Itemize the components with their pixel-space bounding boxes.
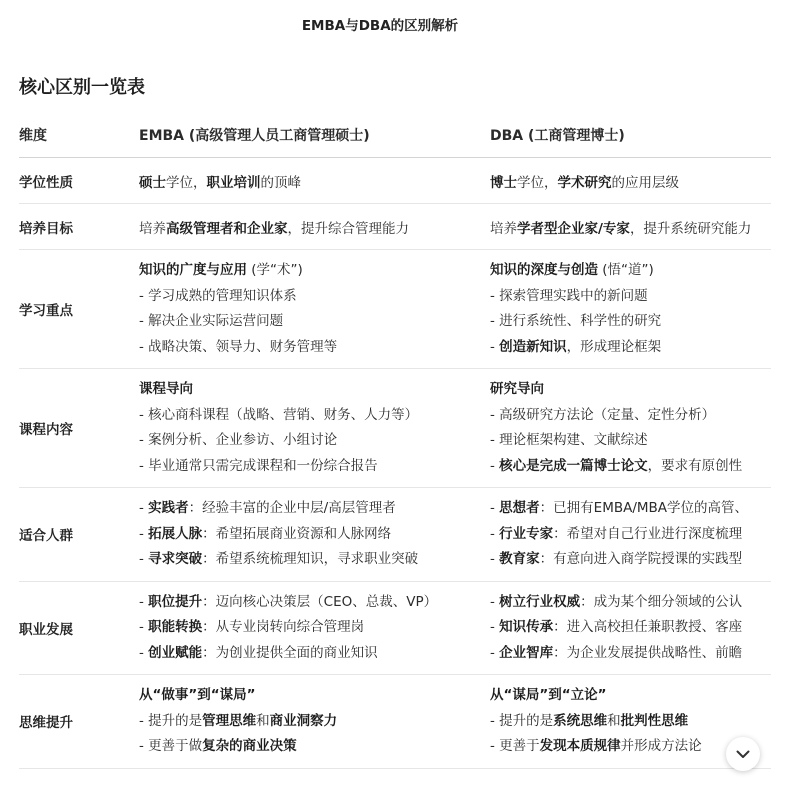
text: - 案例分析、企业参访、小组讨论 — [139, 432, 338, 448]
cell-line — [139, 590, 490, 616]
cell-line — [139, 335, 490, 361]
text: - 核心商科课程（战略、营销、财务、人力等） — [139, 406, 419, 423]
cell-line — [490, 284, 771, 310]
bold-text: 拓展人脉 — [148, 525, 203, 542]
text: - 战略决策、领导力、财务管理等 — [139, 338, 338, 355]
text: ：为创业提供全面的商业知识 — [202, 644, 378, 661]
row-dimension: 课程内容 — [19, 369, 139, 488]
text: - — [139, 619, 149, 635]
text: ，要求有原创性 — [647, 457, 743, 474]
text: 和 — [256, 712, 270, 729]
bold-text: 硕士 — [139, 174, 166, 191]
text: ：已拥有EMBA/MBA学位的高管、 — [539, 500, 749, 516]
emba-cell — [139, 488, 490, 582]
cell-line — [490, 615, 771, 641]
table-row — [19, 488, 771, 582]
emba-cell — [139, 675, 490, 769]
text: - 探索管理实践中的新问题 — [490, 287, 648, 304]
table-row — [19, 204, 771, 250]
bold-text: 高级管理者和企业家 — [166, 220, 288, 237]
text: ：为企业发展提供战略性、前瞻 — [553, 644, 743, 661]
text: ：希望拓展商业资源和人脉网络 — [202, 525, 392, 542]
bold-text: 课程导向 — [139, 381, 193, 397]
bold-text: 商业洞察力 — [269, 712, 338, 729]
text: - — [490, 644, 500, 661]
text: ：进入高校担任兼职教授、客座 — [553, 619, 743, 635]
text: - — [139, 644, 149, 661]
text: (学“术”) — [247, 262, 303, 278]
cell-line — [490, 590, 771, 616]
text: 学位， — [166, 174, 207, 191]
cell-line — [490, 709, 771, 735]
text: 培养 — [490, 220, 517, 237]
text: - — [490, 619, 500, 635]
table-body — [19, 158, 771, 769]
cell-line — [139, 522, 490, 548]
dba-cell — [490, 488, 771, 582]
bold-text: 实践者 — [148, 500, 189, 516]
text: - 提升的是 — [490, 712, 554, 729]
dba-cell — [490, 250, 771, 369]
emba-cell — [139, 250, 490, 369]
bold-text: 职位提升 — [148, 593, 203, 610]
cell-line — [139, 428, 490, 454]
cell-line — [139, 615, 490, 641]
cell-line — [139, 683, 490, 709]
text: 和 — [607, 712, 621, 729]
bold-text: 学术研究 — [557, 174, 612, 191]
comparison-table-container[interactable] — [19, 112, 771, 792]
text: - — [490, 457, 500, 474]
cell-line — [139, 734, 490, 760]
cell-line — [139, 496, 490, 522]
cell-line — [139, 709, 490, 735]
cell-line — [139, 641, 490, 667]
dba-cell — [490, 369, 771, 488]
bold-text: 树立行业权威 — [499, 593, 581, 610]
bold-text: 知识的广度与应用 — [139, 262, 247, 278]
text: - 更善于做 — [139, 738, 203, 754]
text: 培养 — [139, 220, 166, 237]
chevron-down-icon — [736, 750, 750, 759]
text: - — [490, 525, 500, 542]
text: - 解决企业实际运营问题 — [139, 313, 284, 329]
bold-text: 创业赋能 — [148, 644, 203, 661]
document-title: EMBA与DBA的区别解析 — [301, 18, 459, 34]
text: 的顶峰 — [260, 174, 301, 191]
text: ，提升系统研究能力 — [629, 220, 752, 237]
bold-text: 知识的深度与创造 — [490, 262, 598, 278]
dba-cell — [490, 158, 771, 204]
bold-text: 发现本质规律 — [539, 738, 621, 754]
text: 并形成方法论 — [620, 738, 702, 754]
cell-line — [490, 428, 771, 454]
bold-text: 寻求突破 — [148, 551, 203, 567]
text: ：有意向进入商学院授课的实践型 — [539, 551, 743, 567]
bold-text: 学者型企业家/专家 — [517, 220, 630, 237]
text: 的应用层级 — [611, 174, 679, 191]
row-dimension: 培养目标 — [19, 204, 139, 250]
cell-line — [490, 496, 771, 522]
text: - — [139, 593, 149, 610]
cell-line — [490, 641, 771, 667]
text: - — [139, 525, 149, 542]
cell-line — [490, 683, 771, 709]
cell-line — [490, 377, 771, 403]
text: - — [139, 500, 149, 516]
text: - 理论框架构建、文献综述 — [490, 432, 648, 448]
text: ，形成理论框架 — [566, 338, 662, 355]
text: - 高级研究方法论（定量、定性分析） — [490, 406, 716, 423]
row-dimension: 学位性质 — [19, 158, 139, 204]
row-dimension: 适合人群 — [19, 488, 139, 582]
bold-text: 创造新知识 — [499, 338, 567, 355]
bold-text: 批判性思维 — [620, 712, 689, 729]
text: ：从专业岗转向综合管理岗 — [202, 619, 365, 635]
row-dimension: 职业发展 — [19, 581, 139, 675]
bold-text: 行业专家 — [499, 525, 554, 542]
cell-line — [490, 258, 771, 284]
bold-text: 职能转换 — [148, 619, 203, 635]
cell-line — [139, 377, 490, 403]
cell-line — [490, 335, 771, 361]
text: ：希望对自己行业进行深度梳理 — [553, 525, 743, 542]
text: - — [490, 551, 500, 567]
text: - — [490, 593, 500, 610]
table-row — [19, 158, 771, 204]
bold-text: 复杂的商业决策 — [202, 738, 297, 754]
text: - — [139, 551, 149, 567]
cell-line — [139, 217, 490, 237]
cell-line — [490, 171, 771, 191]
text: - — [490, 338, 500, 355]
text: (悟“道”) — [598, 262, 654, 278]
table-row — [19, 250, 771, 369]
bold-text: 管理思维 — [202, 712, 257, 729]
text: - 提升的是 — [139, 712, 203, 729]
text: - 学习成熟的管理知识体系 — [139, 287, 297, 304]
text: ：希望系统梳理知识，寻求职业突破 — [202, 551, 419, 567]
text: ：成为某个细分领域的公认 — [580, 593, 743, 610]
bold-text: 研究导向 — [490, 381, 544, 397]
cell-line — [490, 522, 771, 548]
table-header-row — [19, 112, 771, 158]
emba-cell — [139, 204, 490, 250]
text: 学位， — [517, 174, 558, 191]
text: ：经验丰富的企业中层/高层管理者 — [188, 500, 396, 516]
bold-text: 博士 — [490, 174, 517, 191]
bold-text: 核心是完成一篇博士论文 — [499, 457, 648, 474]
cell-line — [490, 309, 771, 335]
text: ：迈向核心决策层（CEO、总裁、VP） — [202, 593, 438, 610]
bold-text: 思想者 — [499, 500, 540, 516]
text: - 进行系统性、科学性的研究 — [490, 313, 662, 329]
cell-line — [490, 217, 771, 237]
emba-cell — [139, 158, 490, 204]
cell-line — [139, 547, 490, 573]
text: - — [490, 500, 500, 516]
dba-cell — [490, 581, 771, 675]
bold-text: 教育家 — [499, 551, 540, 567]
header-emba: EMBA (高级管理人员工商管理硕士) — [139, 112, 490, 158]
table-row — [19, 675, 771, 769]
bold-text: 系统思维 — [553, 712, 608, 729]
cell-line — [490, 454, 771, 480]
table-row — [19, 369, 771, 488]
header-dimension: 维度 — [19, 112, 139, 158]
dba-cell — [490, 204, 771, 250]
bold-text: 企业智库 — [499, 644, 554, 661]
emba-cell — [139, 369, 490, 488]
emba-cell — [139, 581, 490, 675]
cell-line — [139, 258, 490, 284]
bold-text: 职业培训 — [206, 174, 261, 191]
text: ，提升综合管理能力 — [287, 220, 409, 237]
section-title: 核心区别一览表 — [19, 77, 145, 98]
cell-line — [139, 454, 490, 480]
bold-text: 知识传承 — [499, 619, 554, 635]
header-dba: DBA (工商管理博士) — [490, 112, 771, 158]
scroll-down-button[interactable] — [726, 737, 760, 771]
bold-text: 从“做事”到“谋局” — [139, 687, 256, 703]
cell-line — [139, 284, 490, 310]
comparison-table — [19, 112, 771, 769]
row-dimension: 思维提升 — [19, 675, 139, 769]
bold-text: 从“谋局”到“立论” — [490, 687, 607, 703]
row-dimension: 学习重点 — [19, 250, 139, 369]
cell-line — [139, 309, 490, 335]
text: - 更善于 — [490, 738, 540, 754]
cell-line — [139, 403, 490, 429]
text: - 毕业通常只需完成课程和一份综合报告 — [139, 457, 378, 474]
cell-line — [139, 171, 490, 191]
cell-line — [490, 547, 771, 573]
table-row — [19, 581, 771, 675]
cell-line — [490, 403, 771, 429]
